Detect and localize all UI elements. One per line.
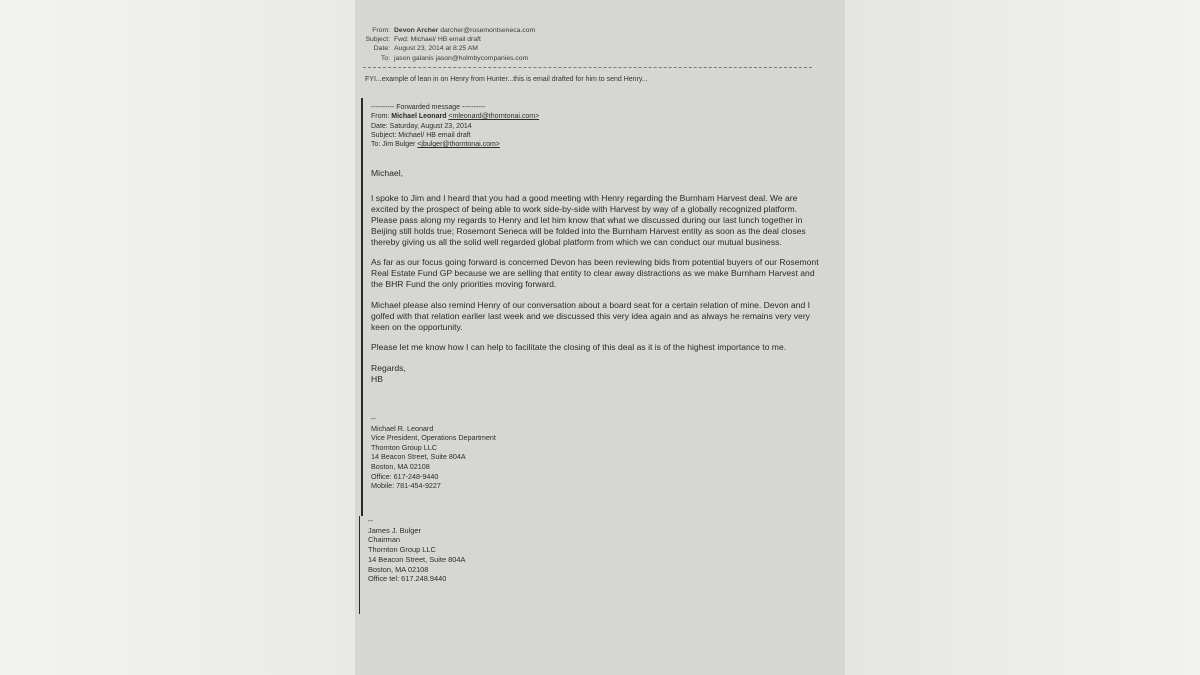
forwarded-subject: Subject: Michael/ HB email draft [371, 131, 471, 139]
to-label: To: [380, 54, 390, 62]
signature-line: Thornton Group LLC [371, 442, 437, 452]
signature-line: Chairman [368, 535, 401, 545]
to-value: jason galanis jason@holmbycompanies.com [394, 54, 529, 62]
forwarded-marker: ---------- Forwarded message ---------- [371, 104, 486, 111]
signature-line: -- [368, 516, 373, 525]
subject-value: Fwd: Michael/ HB email draft [394, 36, 481, 44]
signature-line: James J. Bulger [368, 525, 421, 535]
body-paragraph: Please let me know how I can help to facilitate the closing of this deal as it is of the highest importance to me. [371, 342, 787, 353]
date-value: August 23, 2014 at 8:25 AM [394, 45, 478, 53]
forwarded-to-email-link[interactable]: <jbulger@thorntonai.com> [417, 141, 500, 149]
from-label: From: [372, 27, 390, 34]
signature-line: 14 Beacon Street, Suite 804A [368, 554, 466, 564]
signature-bulger [368, 516, 465, 584]
signoff: HB [371, 373, 383, 384]
signature-line: Boston, MA 02108 [368, 564, 429, 574]
signature-line: -- [371, 414, 376, 423]
signature-line: Office tel: 617.248.9440 [368, 574, 447, 584]
forwarded-from-email-link[interactable]: <mleonard@thorntonai.com> [448, 113, 540, 121]
email-header [355, 26, 845, 63]
header-date-row [355, 44, 845, 53]
background-right [845, 0, 1200, 675]
signature-line: Thornton Group LLC [368, 545, 436, 555]
body-paragraph: Michael please also remind Henry of our conversation about a board seat for a certain relation of mine. Devon and I golfed with that relation earlier last week and we discussed this very idea again and as always he remains very very keen on the opportunity. [371, 299, 811, 332]
header-from-row [355, 26, 845, 35]
signature-line: Mobile: 781-454-9227 [371, 481, 441, 491]
header-subject-row [355, 35, 845, 44]
quote-bar [361, 98, 363, 516]
from-name: Devon Archer [394, 27, 439, 34]
body-paragraph: I spoke to Jim and I heard that you had a good meeting with Henry regarding the Burnham Harvest deal. We are excited by the prospect of being able to work side-by-side with Harvest by way of a globally recognized platform. Please pass along my regards to Henry and let him know that what we discussed during our last lunch together in Beijing still holds true; Rosemont Seneca will be folded into the Burnham Harvest entity as soon as the deal closes thereby giving us all the solid well regarded global platform from which we can conduct our mutual business. [371, 192, 806, 247]
date-label: Date: [373, 45, 390, 53]
closing: Regards, [371, 362, 406, 373]
forwarded-header [371, 103, 539, 149]
signature-leonard [371, 414, 496, 491]
background-left [0, 0, 355, 675]
subject-label: Subject: [365, 36, 390, 44]
from-email: darcher@rosemontseneca.com [440, 27, 536, 34]
fyi-note: FYI...example of lean in on Henry from Hunter...this is email drafted for him to send Henry... [365, 76, 648, 83]
signature-line: Vice President, Operations Department [371, 433, 496, 443]
salutation: Michael, [371, 168, 403, 178]
forwarded-from: From: Michael Leonard <mleonard@thorntonai.com> [371, 113, 540, 121]
forwarded-date: Date: Saturday, August 23, 2014 [371, 122, 472, 130]
signature-line: Office: 617-248-9440 [371, 471, 439, 481]
forwarded-from-name: Michael Leonard [391, 113, 447, 121]
email-body [371, 168, 819, 385]
signature-line: 14 Beacon Street, Suite 804A [371, 452, 466, 462]
header-to-row [355, 54, 845, 63]
quote-bar-lower [359, 516, 360, 614]
forwarded-to: To: Jim Bulger <jbulger@thorntonai.com> [371, 141, 500, 149]
header-divider [363, 67, 812, 68]
signature-line: Boston, MA 02108 [371, 461, 430, 471]
printed-email-page [355, 0, 845, 675]
signature-line: Michael R. Leonard [371, 423, 434, 433]
body-paragraph: As far as our focus going forward is concerned Devon has been reviewing bids from potential buyers of our Rosemont Real Estate Fund GP because we are selling that entity to clear away distractions as we make Burnham Harvest and the BHR Fund the only priorities moving forward. [371, 257, 819, 290]
